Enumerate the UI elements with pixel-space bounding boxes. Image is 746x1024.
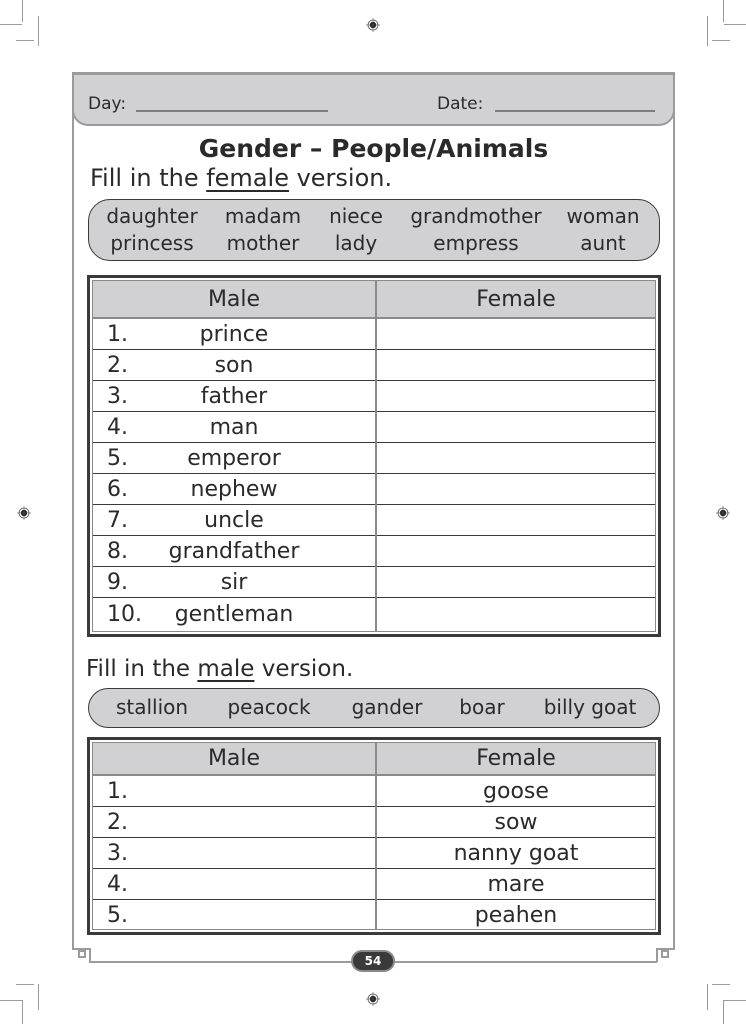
day-input-line[interactable] xyxy=(136,110,328,112)
crop-mark xyxy=(712,40,730,41)
column-divider xyxy=(375,743,377,929)
day-label: Day: xyxy=(88,94,127,114)
table-row xyxy=(93,319,655,350)
male-cell: uncle xyxy=(204,507,264,533)
crop-mark xyxy=(712,984,730,985)
page-number-badge: 54 xyxy=(351,950,395,972)
male-cell: emperor xyxy=(187,445,281,471)
word-bank-item: daughter xyxy=(106,204,198,228)
header-female: Female xyxy=(476,746,556,771)
word-bank-male xyxy=(88,688,660,728)
header-bar xyxy=(72,72,675,126)
male-cell: gentleman xyxy=(174,601,294,627)
word-bank-item: mother xyxy=(226,231,300,255)
date-label: Date: xyxy=(437,94,484,114)
row-number: 7. xyxy=(107,507,128,533)
table-row xyxy=(93,536,655,567)
female-cell: mare xyxy=(487,871,545,897)
table-row xyxy=(93,838,655,869)
table-row xyxy=(93,869,655,900)
table-row xyxy=(93,412,655,443)
crop-mark xyxy=(707,16,708,46)
table-row xyxy=(93,443,655,474)
female-cell: peahen xyxy=(474,902,558,928)
female-answer-cell[interactable] xyxy=(377,598,655,630)
instruction-text: Fill in the xyxy=(90,164,207,192)
word-bank-female xyxy=(88,199,660,261)
crop-mark xyxy=(22,0,23,22)
crop-mark xyxy=(0,1000,22,1001)
crop-mark xyxy=(0,24,22,25)
female-answer-cell[interactable] xyxy=(377,350,655,380)
frame-corner xyxy=(89,948,91,962)
crop-mark xyxy=(38,16,39,46)
male-cell: man xyxy=(209,414,259,440)
crop-mark xyxy=(22,1000,23,1024)
word-bank-item: princess xyxy=(110,231,194,255)
male-cell: son xyxy=(214,352,254,378)
registration-mark-icon xyxy=(716,506,730,520)
table-female xyxy=(87,275,661,637)
male-cell: prince xyxy=(199,321,269,347)
female-answer-cell[interactable] xyxy=(377,536,655,566)
word-bank-item: aunt xyxy=(580,231,626,255)
date-input-line[interactable] xyxy=(495,110,655,112)
instruction-text: version. xyxy=(288,164,393,192)
header-female: Female xyxy=(476,286,556,312)
row-number: 2. xyxy=(107,809,128,835)
table-row xyxy=(93,350,655,381)
row-number: 5. xyxy=(107,902,128,928)
crop-mark xyxy=(724,24,746,25)
word-bank-item: gander xyxy=(351,695,423,719)
row-number: 1. xyxy=(107,778,128,804)
crop-mark xyxy=(16,984,34,985)
crop-mark xyxy=(723,0,724,22)
female-cell: nanny goat xyxy=(453,840,579,866)
female-cell: goose xyxy=(483,778,549,804)
female-answer-cell[interactable] xyxy=(377,443,655,473)
row-number: 5. xyxy=(107,445,128,471)
registration-mark-icon xyxy=(17,506,31,520)
page-title: Gender – People/Animals xyxy=(198,134,549,163)
table-row xyxy=(93,776,655,807)
male-cell: grandfather xyxy=(168,538,300,564)
row-number: 1. xyxy=(107,321,128,347)
table-row xyxy=(93,474,655,505)
frame-ornament xyxy=(78,950,86,958)
word-bank-item: billy goat xyxy=(543,695,637,719)
table-header-row xyxy=(93,743,655,776)
crop-mark xyxy=(16,40,34,41)
female-answer-cell[interactable] xyxy=(377,567,655,597)
header-male: Male xyxy=(207,746,261,771)
male-answer-cell[interactable] xyxy=(93,900,375,930)
row-number: 9. xyxy=(107,569,128,595)
male-answer-cell[interactable] xyxy=(93,869,375,899)
male-answer-cell[interactable] xyxy=(93,776,375,806)
female-answer-cell[interactable] xyxy=(377,319,655,349)
table-header-row xyxy=(93,281,655,319)
instruction-keyword: female xyxy=(206,164,289,192)
registration-mark-icon xyxy=(366,992,380,1006)
table-row xyxy=(93,598,655,630)
column-divider xyxy=(375,281,377,631)
word-bank-item: empress xyxy=(433,231,519,255)
crop-mark xyxy=(723,1000,724,1024)
frame-corner xyxy=(656,948,658,962)
instruction-female xyxy=(90,164,392,192)
female-answer-cell[interactable] xyxy=(377,412,655,442)
table-row xyxy=(93,567,655,598)
instruction-male xyxy=(86,656,353,682)
male-cell: sir xyxy=(220,569,248,595)
table-row xyxy=(93,505,655,536)
table-male xyxy=(87,737,661,935)
word-bank-item: niece xyxy=(329,204,383,228)
table-row xyxy=(93,807,655,838)
crop-mark xyxy=(707,984,708,1010)
word-bank-item: peacock xyxy=(227,695,311,719)
word-bank-item: grandmother xyxy=(410,204,542,228)
row-number: 4. xyxy=(107,871,128,897)
crop-mark xyxy=(724,1000,746,1001)
word-bank-item: boar xyxy=(459,695,505,719)
word-bank-item: madam xyxy=(224,204,302,228)
row-number: 3. xyxy=(107,840,128,866)
female-answer-cell[interactable] xyxy=(377,381,655,411)
word-bank-item: lady xyxy=(334,231,378,255)
male-cell: nephew xyxy=(190,476,278,502)
table-row xyxy=(93,381,655,412)
male-answer-cell[interactable] xyxy=(93,807,375,837)
instruction-text: version. xyxy=(254,656,354,682)
row-number: 2. xyxy=(107,352,128,378)
word-bank-item: woman xyxy=(566,204,640,228)
row-number: 8. xyxy=(107,538,128,564)
male-cell: father xyxy=(200,383,268,409)
male-answer-cell[interactable] xyxy=(93,838,375,868)
female-answer-cell[interactable] xyxy=(377,474,655,504)
instruction-text: Fill in the xyxy=(86,656,198,682)
row-number: 10. xyxy=(107,601,142,627)
frame-ornament xyxy=(661,950,669,958)
female-cell: sow xyxy=(494,809,538,835)
row-number: 6. xyxy=(107,476,128,502)
crop-mark xyxy=(38,984,39,1010)
table-row xyxy=(93,900,655,930)
instruction-keyword: male xyxy=(197,656,255,682)
header-male: Male xyxy=(207,286,261,312)
row-number: 4. xyxy=(107,414,128,440)
female-answer-cell[interactable] xyxy=(377,505,655,535)
row-number: 3. xyxy=(107,383,128,409)
word-bank-item: stallion xyxy=(115,695,189,719)
registration-mark-icon xyxy=(366,18,380,32)
